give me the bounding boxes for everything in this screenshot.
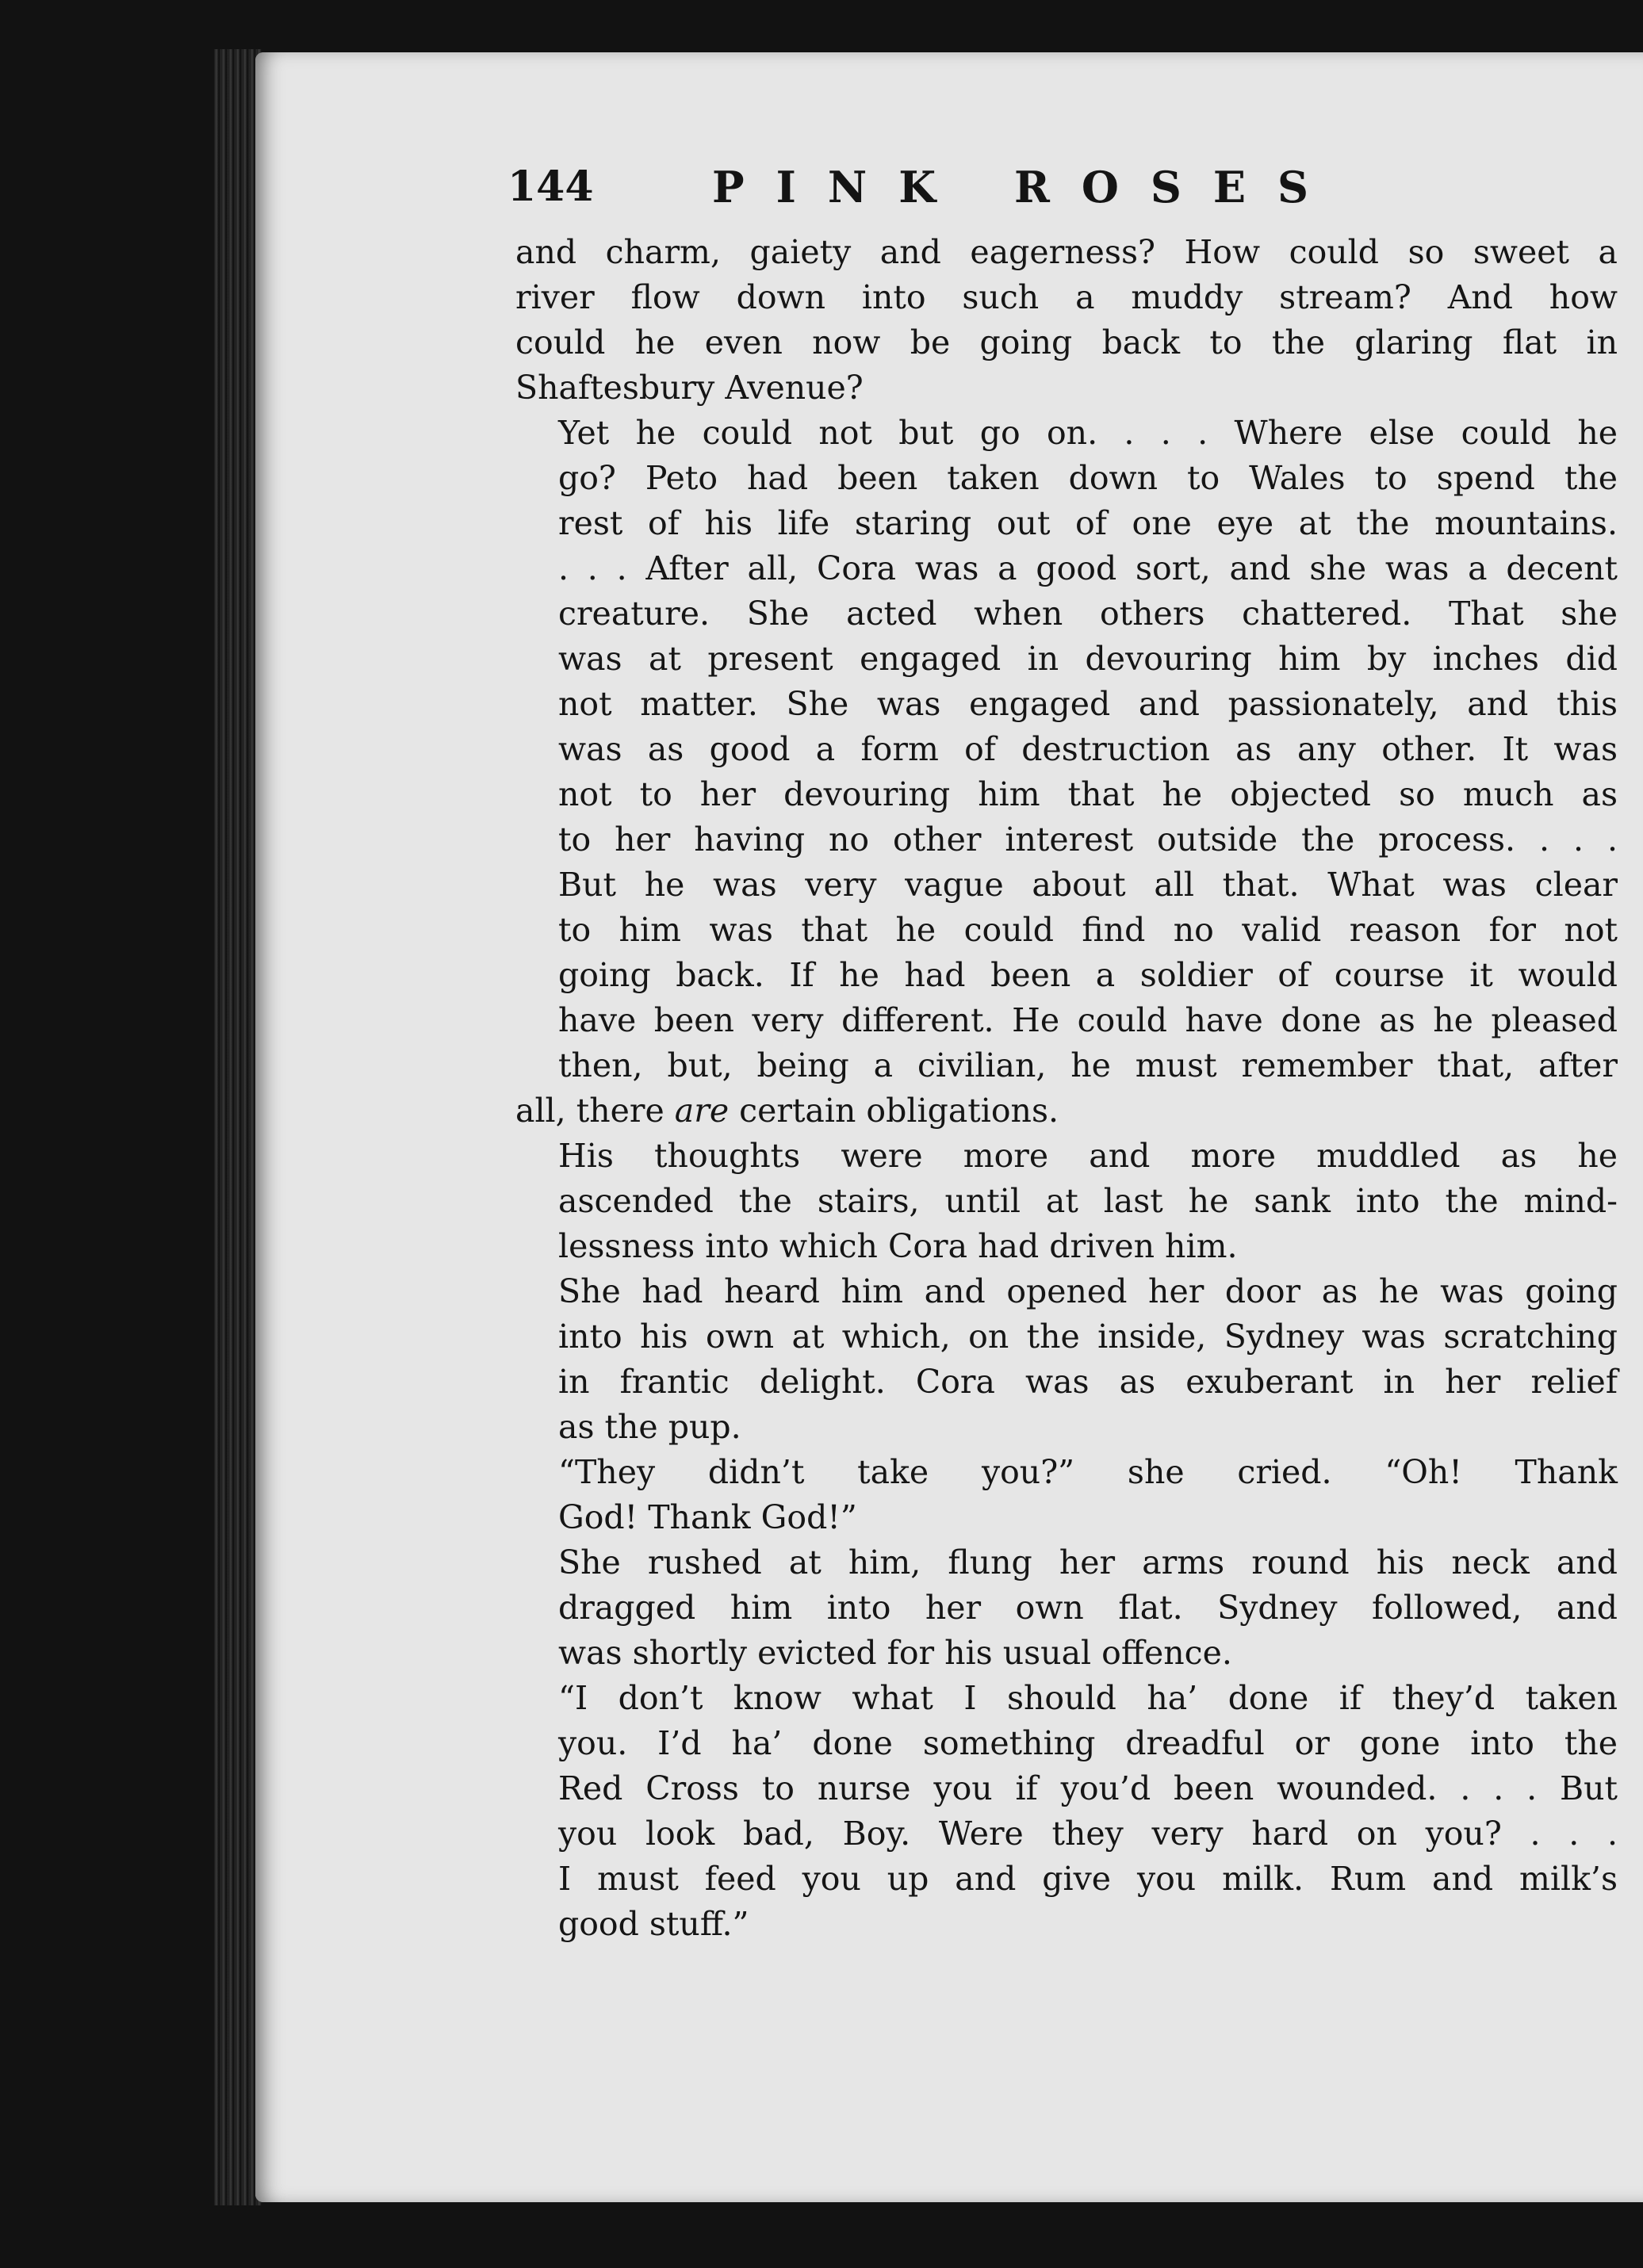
text-line: ascended the stairs, until at last he sank into the mind-: [558, 1182, 1618, 1220]
text-line: dragged him into her own flat. Sydney followed, and: [558, 1589, 1618, 1627]
text-line: Yet he could not but go on. . . . Where else could he: [558, 414, 1618, 452]
text-line: as the pup.: [558, 1408, 741, 1446]
text-line: going back. If he had been a soldier of course it would: [558, 956, 1618, 994]
text-line: . . . After all, Cora was a good sort, and she was a decent: [558, 549, 1618, 587]
page-header: [507, 155, 1419, 219]
book-binding-edge: [214, 49, 262, 2205]
text-line: Shaftesbury Avenue?: [515, 369, 864, 407]
text-span: all, there: [515, 1092, 675, 1130]
paragraph-last-line: [515, 1088, 1618, 1134]
text-line: [515, 1088, 1618, 1134]
text-line: I must feed you up and give you milk. Rum and milk’s: [558, 1860, 1618, 1898]
text-line: rest of his life staring out of one eye at the mountains.: [558, 504, 1618, 542]
text-line: creature. She acted when others chattered. That she: [558, 595, 1618, 633]
page-number: 144: [507, 163, 594, 211]
text-line: not to her devouring him that he objected so much as: [558, 775, 1618, 813]
text-line: She had heard him and opened her door as he was going: [558, 1272, 1618, 1310]
text-line: was shortly evicted for his usual offence.: [558, 1634, 1232, 1672]
paragraph: [515, 1676, 1618, 1947]
text-line: in frantic delight. Cora was as exuberant in her relief: [558, 1363, 1618, 1401]
paragraph: [515, 1540, 1618, 1676]
text-line: you look bad, Boy. Were they very hard on you? . . .: [558, 1815, 1618, 1853]
text-line: you. I’d ha’ done something dreadful or gone into the: [558, 1724, 1618, 1762]
text-line: But he was very vague about all that. What was clear: [558, 866, 1618, 904]
italic-word: are: [674, 1092, 730, 1130]
text-line: She rushed at him, flung her arms round his neck and: [558, 1543, 1618, 1581]
text-line: was as good a form of destruction as any other. It was: [558, 730, 1618, 768]
paragraph: [515, 411, 1618, 1134]
text-line: His thoughts were more and more muddled as he: [558, 1137, 1618, 1175]
text-line: river flow down into such a muddy stream? And how: [515, 278, 1618, 316]
paragraph: [515, 1269, 1618, 1450]
text-line: Red Cross to nurse you if you’d been wounded. . . . But: [558, 1769, 1618, 1807]
text-line: lessness into which Cora had driven him.: [558, 1227, 1238, 1265]
text-line: good stuff.”: [558, 1905, 749, 1943]
text-line: “I don’t know what I should ha’ done if they’d taken: [558, 1679, 1618, 1717]
body-text: [515, 230, 1618, 1947]
text-line: then, but, being a civilian, he must remember that, after: [558, 1046, 1618, 1084]
text-line: to him was that he could find no valid reason for not: [558, 911, 1618, 949]
text-line: and charm, gaiety and eagerness? How could so sweet a: [515, 233, 1618, 271]
text-line: “They didn’t take you?” she cried. “Oh! Thank: [558, 1453, 1618, 1491]
text-line: was at present engaged in devouring him by inches did: [558, 640, 1618, 678]
paragraph: [515, 230, 1618, 411]
running-head-title: PINK ROSES: [712, 162, 1341, 212]
text-line: to her having no other interest outside the process. . . .: [558, 820, 1618, 859]
text-line: not matter. She was engaged and passionately, and this: [558, 685, 1618, 723]
text-span: certain obligations.: [729, 1092, 1059, 1130]
text-line: have been very different. He could have done as he pleased: [558, 1001, 1618, 1039]
text-line: God! Thank God!”: [558, 1498, 857, 1536]
paragraph: [515, 1450, 1618, 1540]
paragraph: [515, 1134, 1618, 1269]
text-line: could he even now be going back to the glaring flat in: [515, 323, 1618, 361]
text-line: go? Peto had been taken down to Wales to spend the: [558, 459, 1618, 497]
text-line: into his own at which, on the inside, Sydney was scratching: [558, 1318, 1618, 1356]
